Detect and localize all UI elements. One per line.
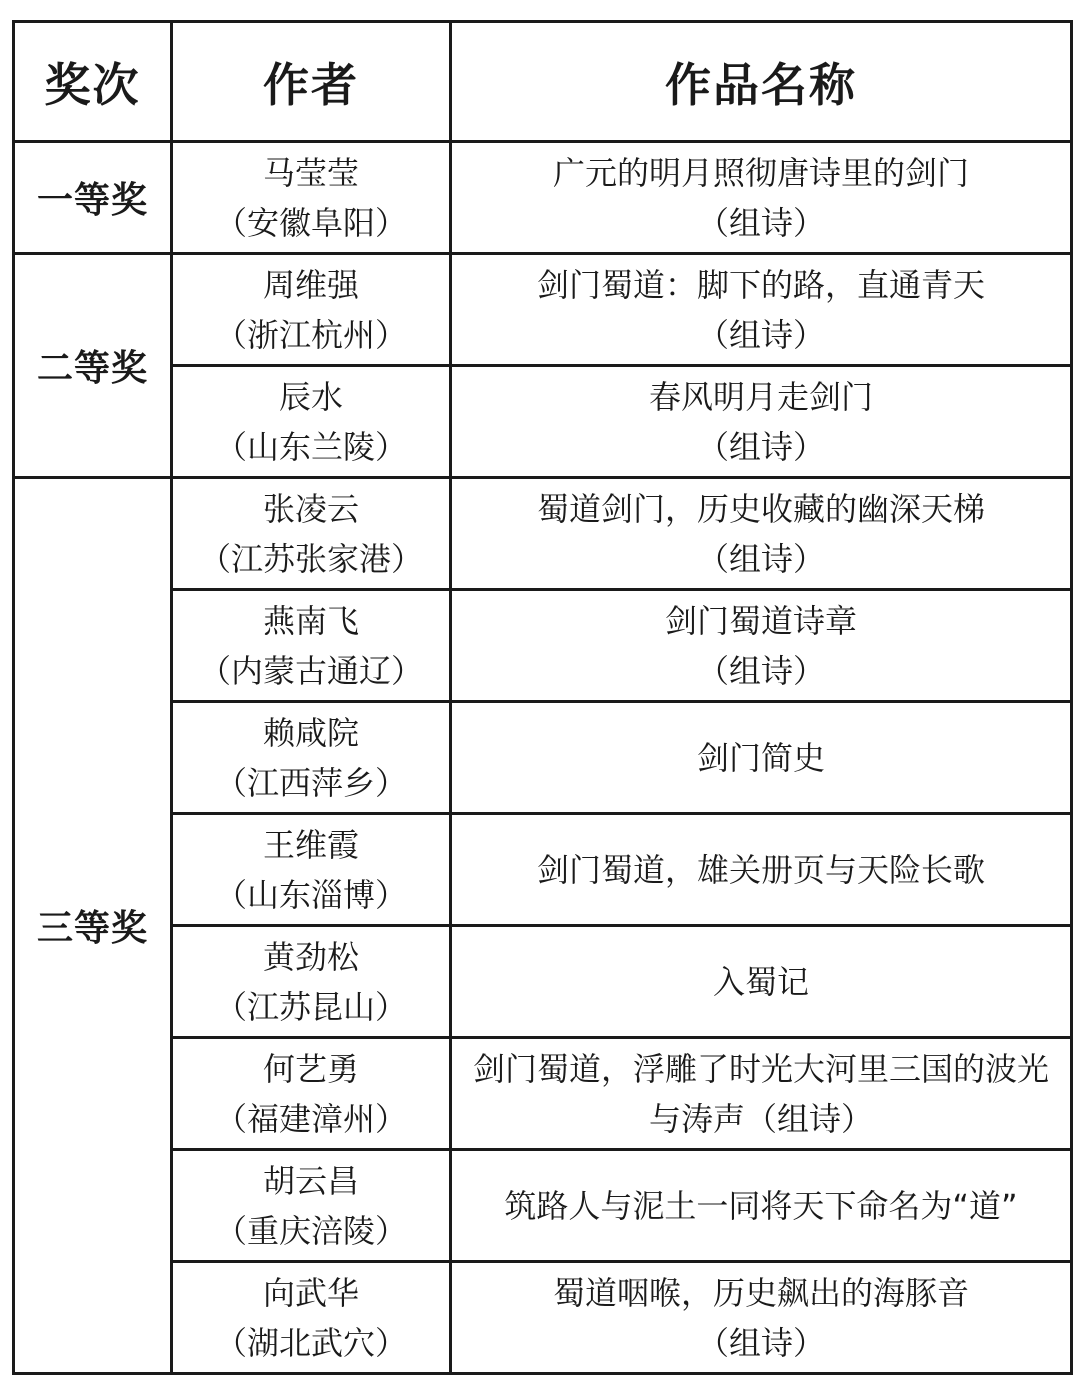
author-origin: （重庆涪陵） [214,1211,407,1250]
work-title-line: 广元的明月照彻唐诗里的剑门 [552,153,969,192]
header-work: 作品名称 [451,22,1072,142]
table-body [14,142,1072,1374]
author-cell [172,1150,451,1262]
table-row [14,590,1072,702]
table-row [14,926,1072,1038]
author-origin: （江苏张家港） [198,539,423,578]
work-title-line: 蜀道咽喉，历史飙出的海豚音 [552,1273,969,1312]
table-row [14,254,1072,366]
author-name: 马莹莹 [262,153,359,192]
awards-table [12,20,1073,1375]
author-name: 辰水 [278,377,343,416]
author-origin: （山东淄博） [214,875,407,914]
work-title-cell [451,1150,1072,1262]
work-title-cell [451,590,1072,702]
work-title-line: （组诗） [696,203,825,242]
author-origin: （浙江杭州） [214,315,407,354]
author-origin: （江西萍乡） [214,763,407,802]
author-origin: （山东兰陵） [214,427,407,466]
author-cell [172,1038,451,1150]
table-row [14,1038,1072,1150]
work-title-line: 剑门蜀道，雄关册页与天险长歌 [536,850,985,889]
author-cell [172,926,451,1038]
award-rank-cell: 三等奖 [14,478,172,1374]
work-title-line: （组诗） [696,1323,825,1362]
table-row [14,1262,1072,1374]
table-header [14,22,1072,142]
work-title-line: 入蜀记 [712,962,809,1001]
table-row [14,142,1072,254]
author-cell [172,254,451,366]
work-title-line: （组诗） [696,651,825,690]
author-name: 胡云昌 [262,1161,359,1200]
header-rank: 奖次 [14,22,172,142]
author-name: 张凌云 [262,489,359,528]
author-name: 何艺勇 [262,1049,359,1088]
work-title-cell [451,814,1072,926]
author-origin: （内蒙古通辽） [198,651,423,690]
author-cell [172,814,451,926]
author-cell [172,702,451,814]
work-title-line: 与涛声（组诗） [648,1099,873,1138]
work-title-cell [451,1262,1072,1374]
award-rank-cell: 一等奖 [14,142,172,254]
author-origin: （江苏昆山） [214,987,407,1026]
author-origin: （福建漳州） [214,1099,407,1138]
work-title-line: （组诗） [696,315,825,354]
author-cell [172,366,451,478]
author-name: 向武华 [262,1273,359,1312]
work-title-cell [451,1038,1072,1150]
author-origin: （湖北武穴） [214,1323,407,1362]
work-title-cell [451,478,1072,590]
work-title-line: 剑门蜀道：脚下的路，直通青天 [536,265,985,304]
author-cell [172,590,451,702]
work-title-line: （组诗） [696,539,825,578]
work-title-line: 春风明月走剑门 [648,377,873,416]
table-row [14,814,1072,926]
author-name: 周维强 [262,265,359,304]
author-origin: （安徽阜阳） [214,203,407,242]
header-row [14,22,1072,142]
work-title-cell [451,254,1072,366]
author-cell [172,1262,451,1374]
work-title-cell [451,926,1072,1038]
author-name: 燕南飞 [262,601,359,640]
work-title-line: （组诗） [696,427,825,466]
author-name: 王维霞 [262,825,359,864]
work-title-line: 蜀道剑门，历史收藏的幽深天梯 [536,489,985,528]
author-cell [172,478,451,590]
work-title-cell [451,142,1072,254]
work-title-line: 剑门蜀道诗章 [664,601,857,640]
author-cell [172,142,451,254]
author-name: 赖咸院 [262,713,359,752]
work-title-line: 剑门蜀道，浮雕了时光大河里三国的波光 [472,1049,1049,1088]
work-title-cell [451,366,1072,478]
header-author: 作者 [172,22,451,142]
table-row [14,702,1072,814]
table-row [14,1150,1072,1262]
table-row [14,478,1072,590]
work-title-line: 剑门简史 [696,738,825,777]
table-row [14,366,1072,478]
work-title-cell [451,702,1072,814]
author-name: 黄劲松 [262,937,359,976]
award-rank-cell: 二等奖 [14,254,172,478]
work-title-line: 筑路人与泥土一同将天下命名为“道” [504,1186,1018,1225]
